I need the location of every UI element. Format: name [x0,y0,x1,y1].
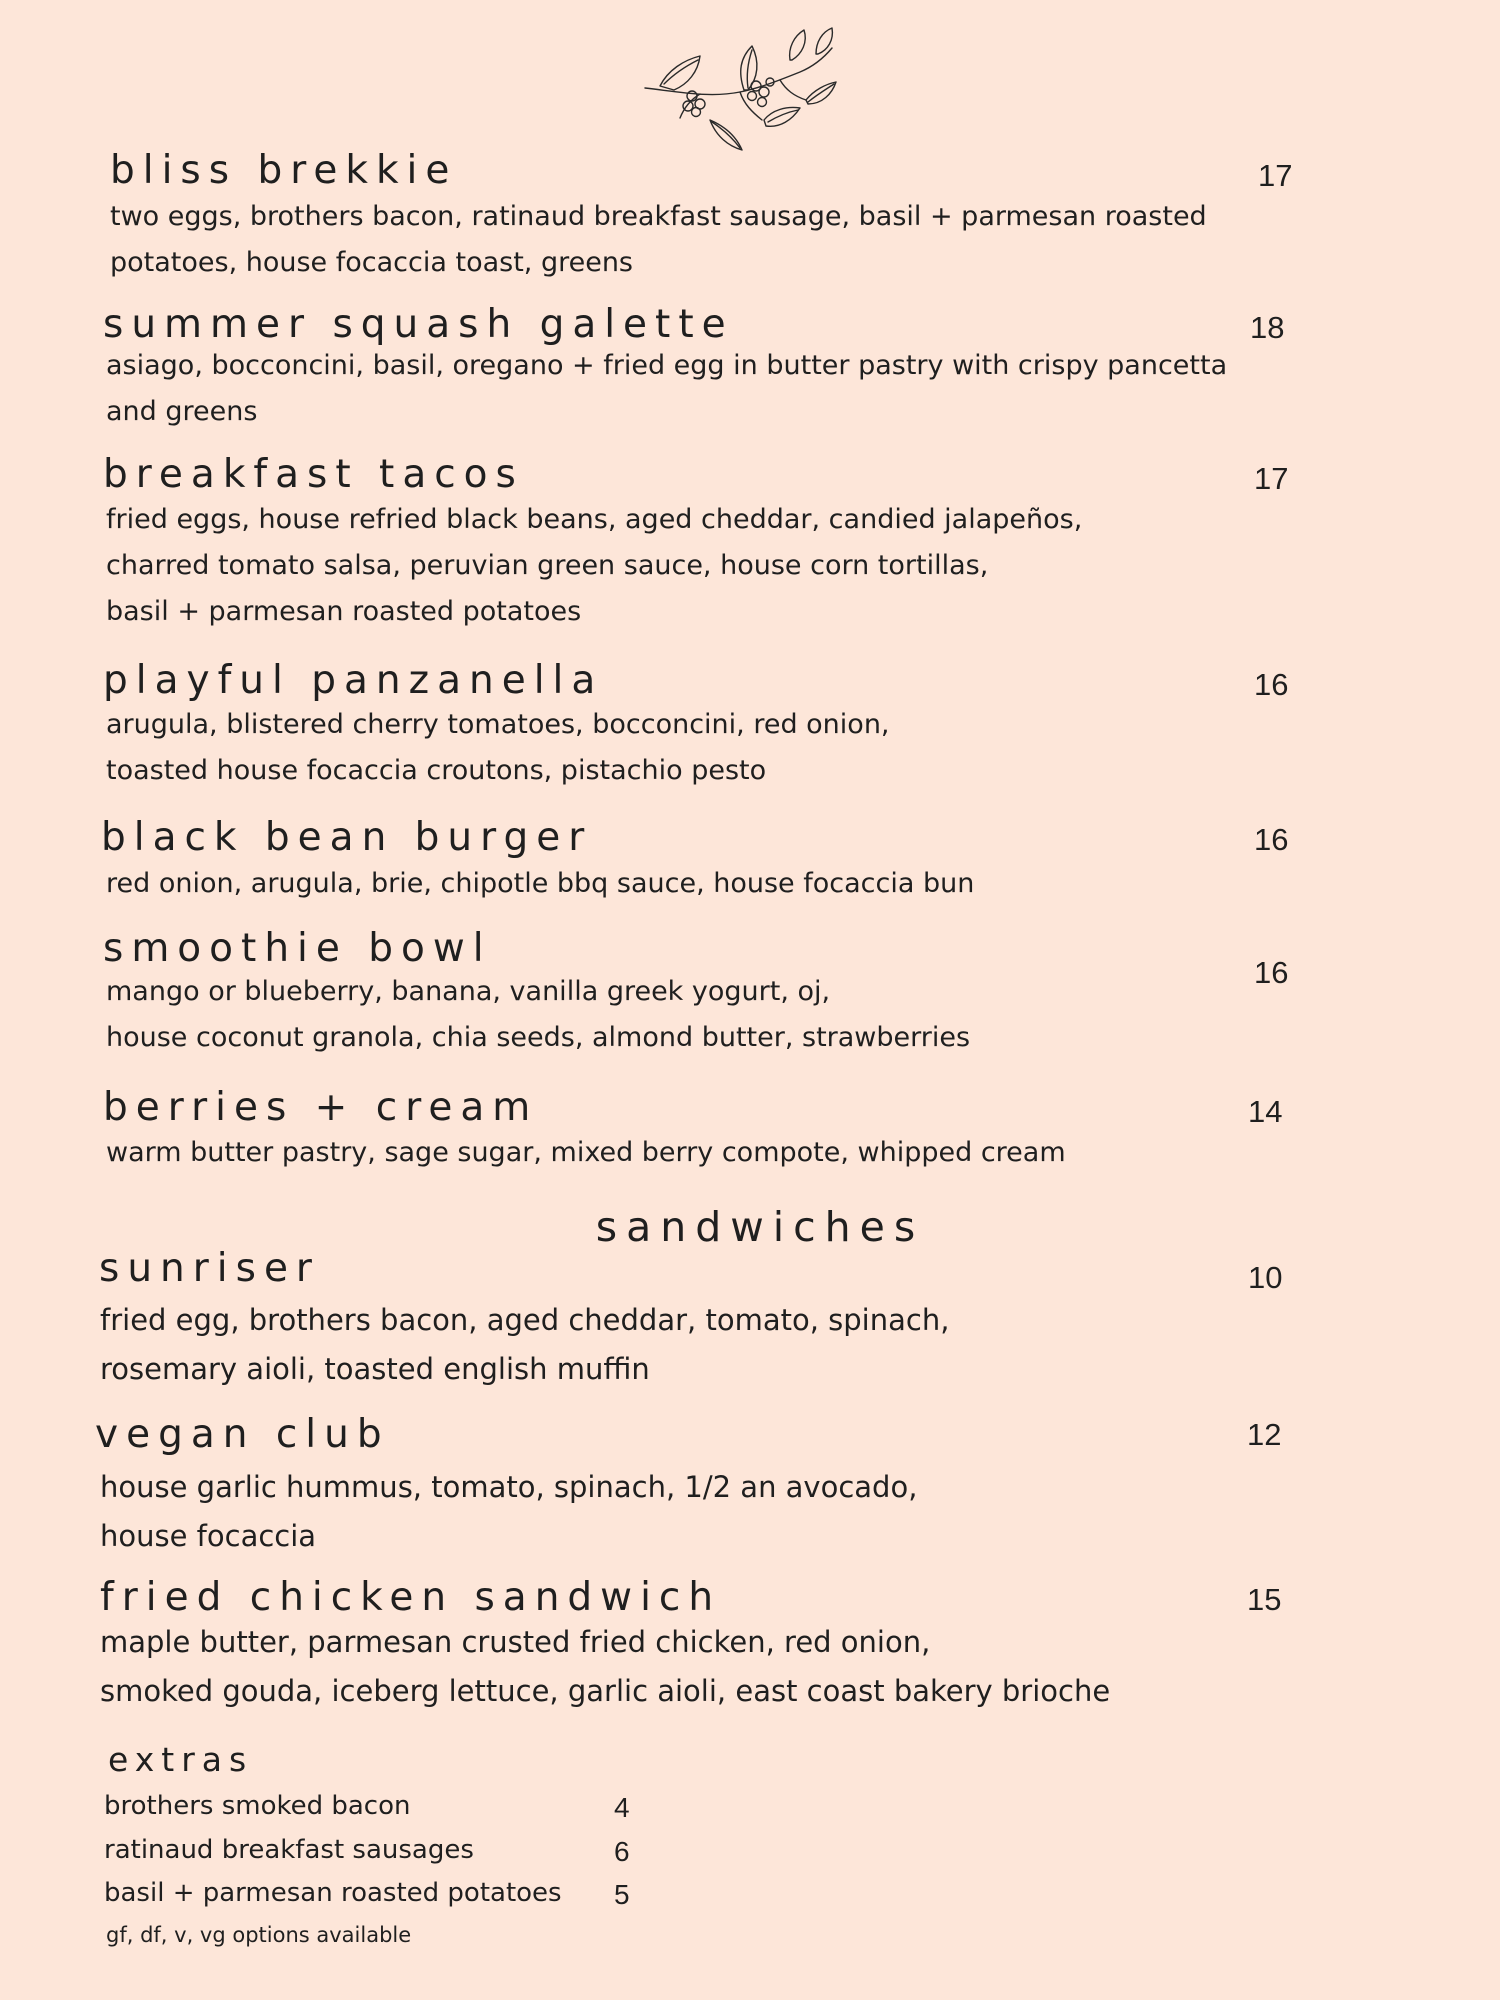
item-price: 10 [1248,1260,1283,1295]
extras-item-name: ratinaud breakfast sausages [104,1835,474,1865]
item-price: 17 [1258,158,1293,193]
extras-item [0,1830,800,1874]
item-description [106,497,1082,635]
item-name: smoothie bowl [103,926,492,971]
section-heading-sandwiches: sandwiches [595,1203,925,1251]
item-description-line: smoked gouda, iceberg lettuce, garlic aioli, east coast bakery brioche [100,1674,1111,1708]
item-description [106,1130,1066,1176]
item-description-line: basil + parmesan roasted potatoes [106,596,582,627]
item-price: 14 [1248,1094,1283,1129]
item-name: summer squash galette [103,302,734,347]
item-price: 17 [1254,461,1289,496]
item-price: 15 [1247,1582,1282,1617]
item-description-line: house garlic hummus, tomato, spinach, 1/2 an avocado, [100,1470,918,1504]
item-description-line: potatoes, house focaccia toast, greens [110,247,633,278]
item-description [110,194,1207,286]
extras-item-name: basil + parmesan roasted potatoes [104,1878,562,1908]
item-description-line: red onion, arugula, brie, chipotle bbq sauce, house focaccia bun [106,868,975,899]
item-description-line: mango or blueberry, banana, vanilla greek yogurt, oj, [106,976,831,1007]
item-description-line: asiago, bocconcini, basil, oregano + fried egg in butter pastry with crispy pancetta [106,350,1228,381]
item-description-line: fried eggs, house refried black beans, aged cheddar, candied jalapeños, [106,504,1083,535]
botanical-sprig-icon [640,20,840,155]
extras-item-price: 6 [614,1836,630,1867]
item-description-line: warm butter pastry, sage sugar, mixed berry compote, whipped cream [106,1137,1066,1168]
item-name: fried chicken sandwich [100,1575,722,1620]
item-name: breakfast tacos [103,452,524,497]
item-description-line: fried egg, brothers bacon, aged cheddar, tomato, spinach, [100,1303,950,1337]
item-name: sunriser [99,1246,320,1291]
item-description-line: arugula, blistered cherry tomatoes, bocconcini, red onion, [106,709,890,740]
item-price: 18 [1250,310,1285,345]
item-description [106,969,970,1061]
item-description [106,343,1227,435]
item-description-line: two eggs, brothers bacon, ratinaud breakfast sausage, basil + parmesan roasted [110,201,1207,232]
item-description [100,1618,1110,1716]
item-description-line: and greens [106,396,258,427]
item-description-line: maple butter, parmesan crusted fried chicken, red onion, [100,1625,931,1659]
item-price: 16 [1254,822,1289,857]
item-description-line: toasted house focaccia croutons, pistachio pesto [106,755,767,786]
extras-item-price: 5 [614,1879,630,1910]
item-name: berries + cream [103,1085,539,1130]
extras-item [0,1786,800,1830]
item-name: playful panzanella [103,658,604,703]
item-description [106,861,974,907]
item-description [100,1463,917,1561]
item-description-line: charred tomato salsa, peruvian green sauce, house corn tortillas, [106,550,989,581]
extras-item-price: 4 [614,1792,630,1823]
extras-item-name: brothers smoked bacon [104,1791,411,1821]
extras-heading: extras [108,1740,254,1779]
extras-item [0,1873,800,1917]
item-name: black bean burger [101,815,593,860]
item-description-line: house coconut granola, chia seeds, almond butter, strawberries [106,1022,971,1053]
item-description-line: house focaccia [100,1519,317,1553]
item-price: 12 [1247,1417,1282,1452]
item-price: 16 [1254,955,1289,990]
item-price: 16 [1254,667,1289,702]
item-description-line: rosemary aioli, toasted english muffin [100,1352,650,1386]
item-name: vegan club [95,1412,390,1457]
item-description [100,1296,949,1394]
item-description [106,702,890,794]
item-name: bliss brekkie [110,148,458,193]
dietary-options-note: gf, df, v, vg options available [106,1923,412,1947]
